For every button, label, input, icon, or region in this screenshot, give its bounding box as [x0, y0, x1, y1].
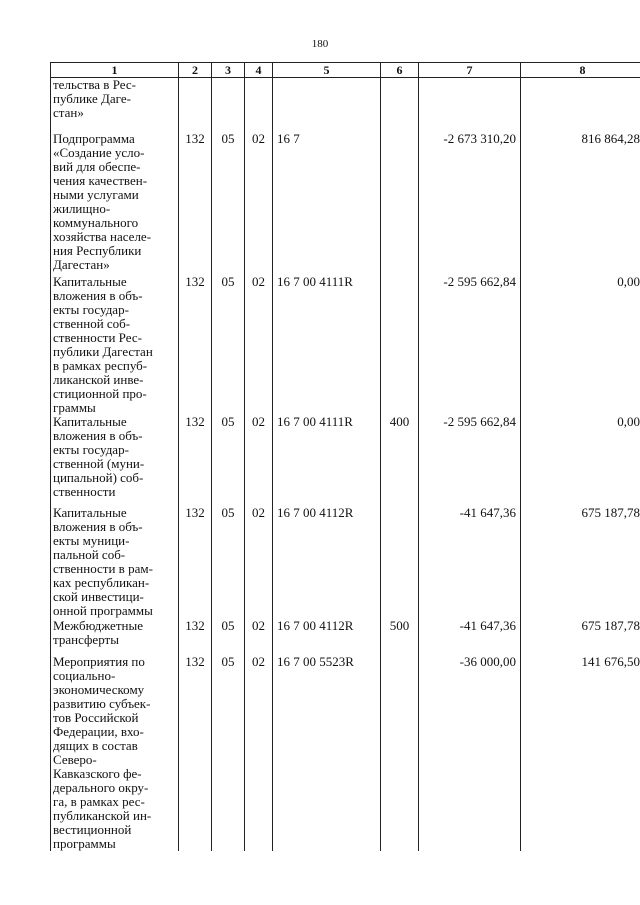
cell-col-5: 16 7 — [273, 132, 381, 275]
cell-col-2: 132 — [179, 619, 212, 655]
cell-col-2: 132 — [179, 132, 212, 275]
table-row — [51, 132, 640, 275]
cell-col-4: 02 — [245, 655, 273, 851]
row-description: Мероприятия по социально- экономическому развитию субъек- тов Российской Федерации, вхо- дящих в состав Северо- Кавказского фе- дерального окру- га, в рамках рес- публиканской ин- вестиционной программы — [51, 655, 179, 851]
table-row — [51, 78, 640, 132]
cell-col-3: 05 — [212, 506, 245, 619]
cell-col-6 — [381, 655, 419, 851]
cell-col-4: 02 — [245, 619, 273, 655]
cell-col-8: 141 676,50 — [521, 655, 640, 851]
budget-table — [50, 62, 640, 851]
cell-col-4: 02 — [245, 415, 273, 506]
header-col-4: 4 — [245, 63, 273, 78]
cell-col-2: 132 — [179, 506, 212, 619]
cell-col-4: 02 — [245, 506, 273, 619]
row-description: Подпрограмма «Создание усло- вий для обеспе- чения качествен- ными услугами жилищно- коммунального хозяйства населе- ния Республики Дагестан» — [51, 132, 179, 275]
cell-col-3: 05 — [212, 655, 245, 851]
cell-col-4 — [245, 78, 273, 132]
cell-col-3 — [212, 78, 245, 132]
cell-col-8: 0,00 — [521, 415, 640, 506]
row-description: Капитальные вложения в объ- екты государ- ственной (муни- ципальной) соб- ственности — [51, 415, 179, 506]
cell-col-6 — [381, 132, 419, 275]
cell-col-2: 132 — [179, 415, 212, 506]
header-col-2: 2 — [179, 63, 212, 78]
header-col-5: 5 — [273, 63, 381, 78]
cell-col-7: -36 000,00 — [419, 655, 521, 851]
row-description: Межбюджетные трансферты — [51, 619, 179, 655]
cell-col-3: 05 — [212, 275, 245, 415]
cell-col-7 — [419, 78, 521, 132]
cell-col-5: 16 7 00 5523R — [273, 655, 381, 851]
cell-col-2: 132 — [179, 275, 212, 415]
header-row — [51, 63, 640, 78]
cell-col-2 — [179, 78, 212, 132]
cell-col-5: 16 7 00 4112R — [273, 619, 381, 655]
cell-col-3: 05 — [212, 132, 245, 275]
row-description: Капитальные вложения в объ- екты государ- ственной соб- ственности Рес- публики Дагестан в рамках респуб- ликанской инве- стиционной про- граммы — [51, 275, 179, 415]
cell-col-3: 05 — [212, 415, 245, 506]
table-row — [51, 655, 640, 851]
cell-col-7: -2 595 662,84 — [419, 275, 521, 415]
cell-col-5: 16 7 00 4111R — [273, 275, 381, 415]
table-row — [51, 415, 640, 506]
cell-col-6 — [381, 506, 419, 619]
table-row — [51, 275, 640, 415]
cell-col-8 — [521, 78, 640, 132]
cell-col-7: -2 595 662,84 — [419, 415, 521, 506]
table-row — [51, 506, 640, 619]
cell-col-4: 02 — [245, 275, 273, 415]
cell-col-7: -41 647,36 — [419, 619, 521, 655]
cell-col-8: 0,00 — [521, 275, 640, 415]
cell-col-7: -41 647,36 — [419, 506, 521, 619]
cell-col-6 — [381, 275, 419, 415]
row-description: Капитальные вложения в объ- екты муници- пальной соб- ственности в рам- ках республикан- ской инвестици- онной программы — [51, 506, 179, 619]
header-col-3: 3 — [212, 63, 245, 78]
cell-col-7: -2 673 310,20 — [419, 132, 521, 275]
cell-col-8: 675 187,78 — [521, 506, 640, 619]
page-number: 180 — [311, 38, 329, 50]
cell-col-6: 400 — [381, 415, 419, 506]
cell-col-5 — [273, 78, 381, 132]
cell-col-2: 132 — [179, 655, 212, 851]
cell-col-6 — [381, 78, 419, 132]
row-description: тельства в Рес- публике Даге- стан» — [51, 78, 179, 132]
table-row — [51, 619, 640, 655]
cell-col-5: 16 7 00 4112R — [273, 506, 381, 619]
cell-col-8: 675 187,78 — [521, 619, 640, 655]
cell-col-6: 500 — [381, 619, 419, 655]
header-col-8: 8 — [521, 63, 640, 78]
header-col-1: 1 — [51, 63, 179, 78]
cell-col-8: 816 864,28 — [521, 132, 640, 275]
header-col-6: 6 — [381, 63, 419, 78]
cell-col-3: 05 — [212, 619, 245, 655]
header-col-7: 7 — [419, 63, 521, 78]
cell-col-5: 16 7 00 4111R — [273, 415, 381, 506]
cell-col-4: 02 — [245, 132, 273, 275]
